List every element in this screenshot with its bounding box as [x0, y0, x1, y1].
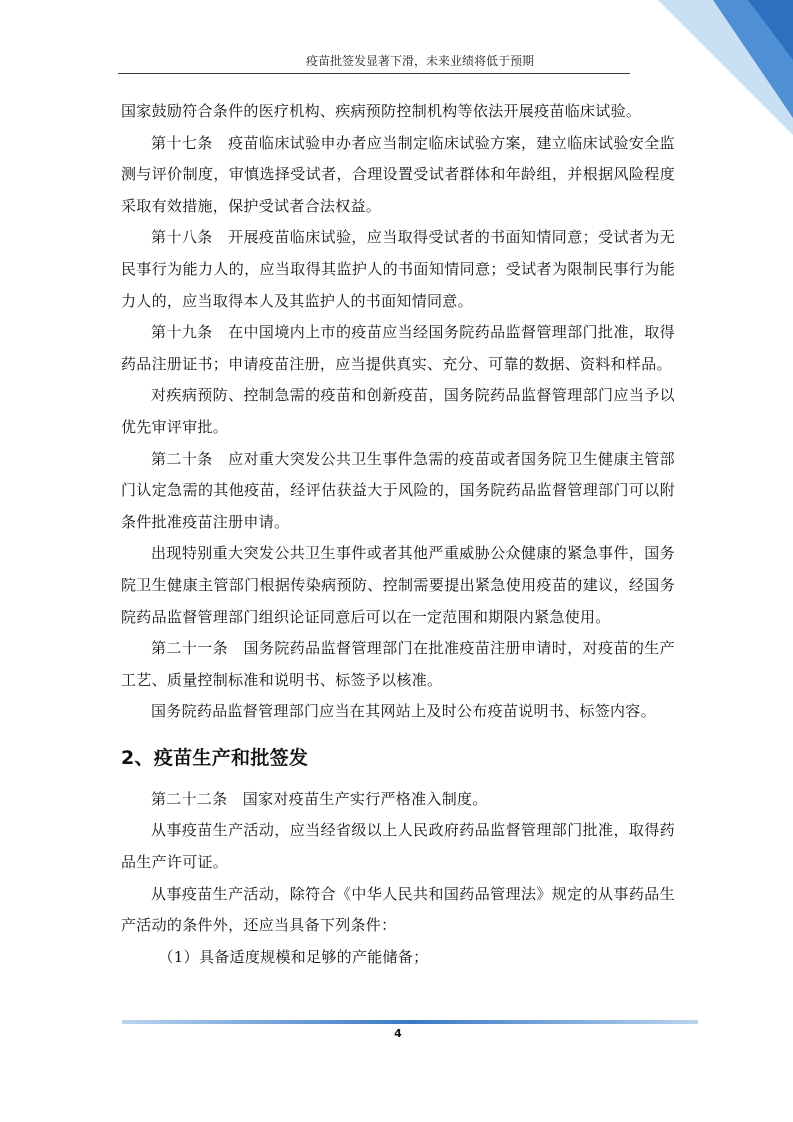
paragraph: 对疾病预防、控制急需的疫苗和创新疫苗，国务院药品监督管理部门应当予以优先审评审批。 [121, 386, 675, 436]
paragraph: 第二十二条 国家对疫苗生产实行严格准入制度。 [151, 789, 488, 808]
paragraph: 出现特别重大突发公共卫生事件或者其他严重威胁公众健康的紧急事件，国务院卫生健康主管部门根据传染病预防、控制需要提出紧急使用疫苗的建议，经国务院药品监督管理部门组织论证同意后可以在一定范围和期限内紧急使用。 [121, 544, 675, 626]
section-heading: 2、疫苗生产和批签发 [121, 746, 309, 769]
paragraph: 第二十一条 国务院药品监督管理部门在批准疫苗注册申请时，对疫苗的生产工艺、质量控制标准和说明书、标签予以核准。 [121, 639, 675, 689]
page-number: 4 [394, 1027, 402, 1040]
articles-section-2 [121, 784, 675, 974]
footer-rule [122, 1020, 698, 1024]
paragraph: 从事疫苗生产活动，应当经省级以上人民政府药品监督管理部门批准，取得药品生产许可证。 [121, 821, 675, 872]
paragraph: （1）具备适度规模和足够的产能储备； [158, 947, 429, 966]
articles-section-1 [121, 96, 675, 728]
paragraph: 从事疫苗生产活动，除符合《中华人民共和国药品管理法》规定的从事药品生产活动的条件外，还应当具备下列条件： [121, 884, 675, 935]
document-body [121, 96, 675, 973]
header-rule [118, 73, 630, 74]
paragraph: 第十七条 疫苗临床试验申办者应当制定临床试验方案，建立临床试验安全监测与评价制度，审慎选择受试者，合理设置受试者群体和年龄组，并根据风险程度采取有效措施，保护受试者合法权益。 [121, 133, 675, 215]
header-title: 疫苗批签发显著下滑，未来业绩将低于预期 [305, 54, 534, 68]
paragraph: 国务院药品监督管理部门应当在其网站上及时公布疫苗说明书、标签内容。 [151, 702, 656, 721]
paragraph: 第十八条 开展疫苗临床试验，应当取得受试者的书面知情同意；受试者为无民事行为能力人的，应当取得其监护人的书面知情同意；受试者为限制民事行为能力人的，应当取得本人及其监护人的书面知情同意。 [121, 228, 675, 310]
paragraph: 国家鼓励符合条件的医疗机构、疾病预防控制机构等依法开展疫苗临床试验。 [121, 102, 642, 120]
paragraph: 第二十条 应对重大突发公共卫生事件急需的疫苗或者国务院卫生健康主管部门认定急需的其他疫苗，经评估获益大于风险的，国务院药品监督管理部门可以附条件批准疫苗注册申请。 [121, 449, 675, 531]
paragraph: 第十九条 在中国境内上市的疫苗应当经国务院药品监督管理部门批准，取得药品注册证书；申请疫苗注册，应当提供真实、充分、可靠的数据、资料和样品。 [121, 323, 675, 373]
